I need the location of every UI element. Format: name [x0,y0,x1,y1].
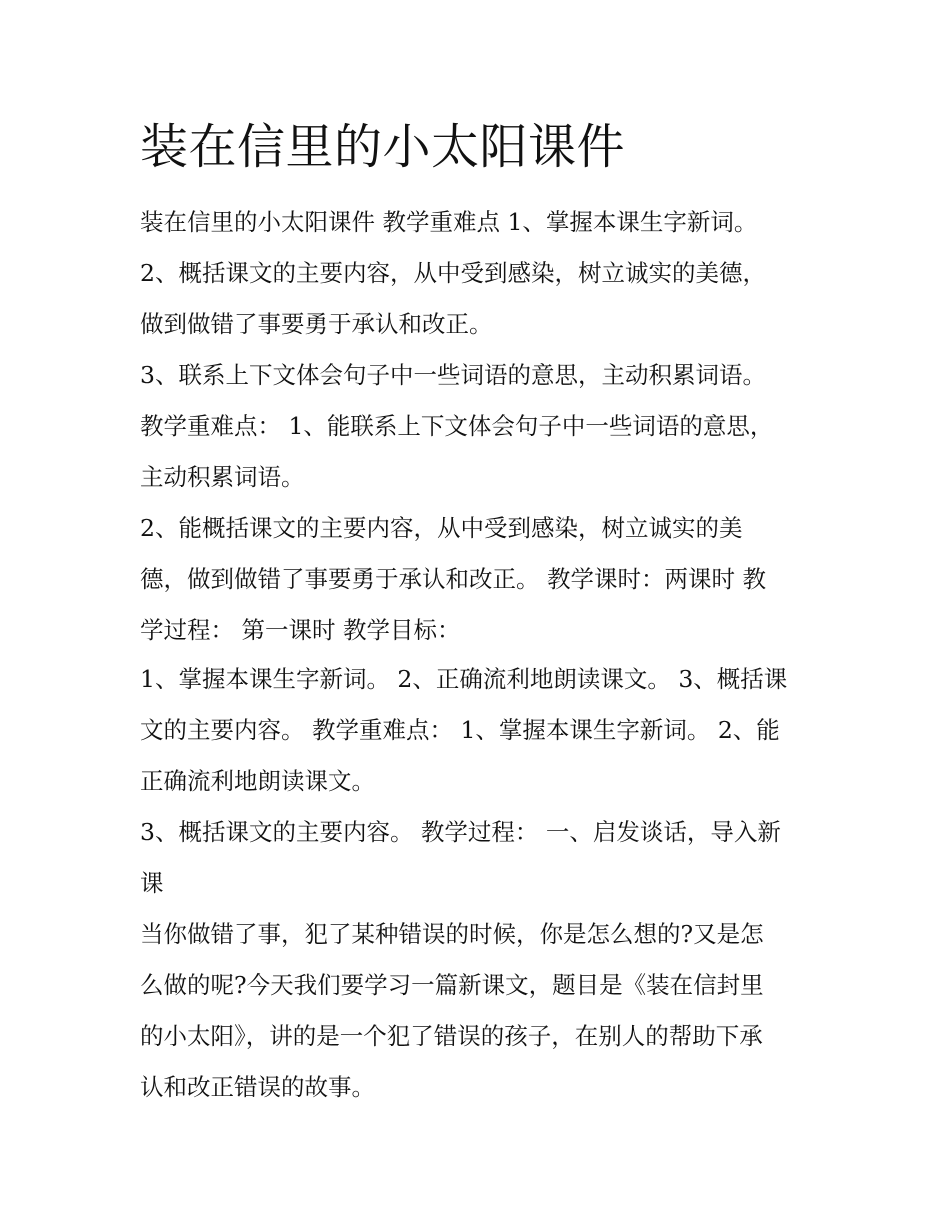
document-title: 装在信里的小太阳课件 [140,119,626,175]
text-line: 课 [140,869,164,897]
text-line: 3、概括课文的主要内容。 教学过程： 一、启发谈话，导入新 [140,818,781,846]
text-line: 教学重难点： 1、能联系上下文体会句子中一些词语的意思， [140,412,774,440]
text-line: 2、能概括课文的主要内容，从中受到感染，树立诚实的美 [140,514,743,542]
text-line: 正确流利地朗读课文。 [140,767,375,795]
text-line: 学过程： 第一课时 教学目标： [140,616,461,644]
text-line: 3、联系上下文体会句子中一些词语的意思，主动积累词语。 [140,361,766,389]
text-line: 做到做错了事要勇于承认和改正。 [140,310,493,338]
text-line: 德，做到做错了事要勇于承认和改正。 教学课时：两课时 教 [140,565,766,593]
text-line: 文的主要内容。 教学重难点： 1、掌握本课生字新词。 2、能 [140,716,780,744]
text-line: 2、概括课文的主要内容，从中受到感染，树立诚实的美德， [140,259,766,287]
text-line: 主动积累词语。 [140,463,305,491]
text-line: 么做的呢?今天我们要学习一篇新课文，题目是《装在信封里 [140,971,764,999]
text-line: 装在信里的小太阳课件 教学重难点 1、掌握本课生字新词。 [140,208,758,236]
text-line: 1、掌握本课生字新词。 2、正确流利地朗读课文。 3、概括课 [140,665,788,693]
text-line: 的小太阳》，讲的是一个犯了错误的孩子，在别人的帮助下承 [140,1022,763,1050]
text-line: 认和改正错误的故事。 [140,1073,375,1101]
text-line: 当你做错了事，犯了某种错误的时候，你是怎么想的?又是怎 [140,920,764,948]
